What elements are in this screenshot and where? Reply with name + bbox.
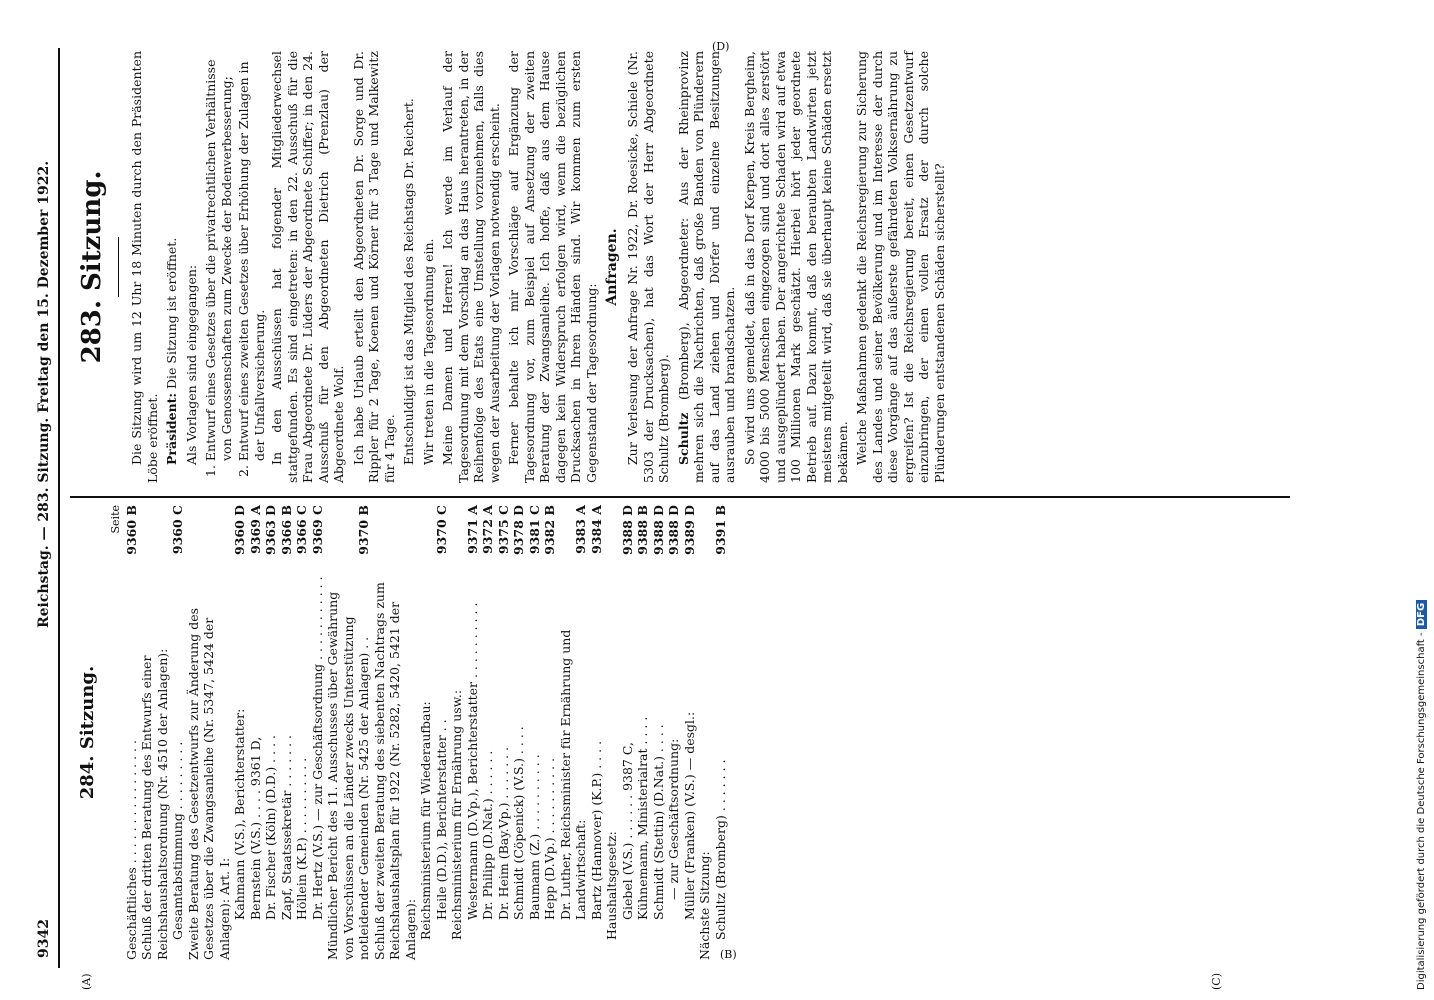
toc-entry-page: 9388 B xyxy=(635,505,650,555)
so-paragraph: So wird uns gemeldet, daß in das Dorf Kerpen, Kreis Bergheim, 4000 bis 5000 Menschen eingezogen sind und dort alles zerstört und ausgeplündert haben. Der angerichtete Schaden wird auf etwa 100 Millionen Mark geschätzt. Hierbei hört jeder geordnete Betrieb auf. Dazu kommt, daß den beraubten Landwirten jetzt meistens mitgeteilt wird, daß sie überhaupt keine Schäden ersetzt bekämen. xyxy=(741,51,850,483)
toc-entry-page: 9360 D xyxy=(232,505,247,555)
session-heading: 283. Sitzung. xyxy=(77,170,107,364)
toc-entry xyxy=(697,505,713,960)
toc-entry-page: 9370 B xyxy=(356,505,371,555)
ferner-paragraph: Ferner behalte ich mir Vorschläge auf Ergänzung der Tagesordnung vor, zum Beispiel auf Ansetzung der zweiten Beratung der Zwangsanleihe. Ich hoffe, daß aus dem Hause dagegen kein Widerspruch erfolgen wird, wenn die bezüglichen Drucksachen in Ihren Händen sind. Wir kommen zum ersten Gegenstand der Tagesordnung: xyxy=(506,51,599,483)
verlesung-paragraph: Zur Verlesung der Anfrage Nr. 1922, Dr. Roesicke, Schiele (Nr. 5303 der Drucksachen), hat das Wort der Herr Abgeordnete Schultz (Bromberg). xyxy=(625,51,671,483)
toc-entry-page: 9382 B xyxy=(542,505,557,555)
vorlage-item: 2. Entwurf eines zweiten Gesetzes über Erhöhung der Zulagen in der Unfallversicherung. xyxy=(236,61,267,477)
toc-entry xyxy=(124,505,140,960)
toc-entry-text: Baumann (Z.) . . . . . . . . . . xyxy=(526,754,542,920)
margin-mark-a: (A) xyxy=(80,973,93,990)
toc-entry-text: Hepp (D.Vp.) . . . . . . . . . . xyxy=(542,757,557,920)
toc-entry-page: 9370 C xyxy=(433,505,449,555)
page-number: 9342 xyxy=(36,919,52,958)
toc-entry xyxy=(651,505,667,960)
toc-entry-text: Dr. Hertz (V.S.) — zur Geschäftsordnung . . . . . . . . . . . xyxy=(309,576,325,920)
toc-entry xyxy=(666,505,682,960)
toc-entry-text: Heile (D.D.), Berichterstatter . . xyxy=(433,719,449,920)
toc-entry xyxy=(325,505,372,960)
toc-entry xyxy=(589,505,605,960)
toc-entry-text: — zur Geschäftsordnung: xyxy=(666,738,681,900)
dfg-footer xyxy=(1416,10,1427,990)
toc-entry-page: 9372 A xyxy=(480,505,495,554)
toc-entry xyxy=(558,505,589,960)
urlaub-paragraph: Ich habe Urlaub erteilt den Abgeordneten Dr. Sorge und Dr. Rippler für 2 Tage, Koenen und Körner für 3 Tage und Malkewitz für 4 Tage. xyxy=(350,51,397,483)
toc-entry-page: 9384 A xyxy=(588,505,604,554)
toc-entry-page: 9381 C xyxy=(526,505,542,555)
toc-entry xyxy=(480,505,496,960)
anfragen-heading: Anfragen. xyxy=(604,228,620,306)
toc-entry-page: 9375 C xyxy=(495,505,511,555)
toc-entry xyxy=(511,505,527,960)
toc-entry-text: Reichsministerium für Ernährung usw.: xyxy=(449,689,464,940)
toc-entry-page: 9388 D xyxy=(650,505,666,555)
toc-entry-text: Höllein (K.P.) . . . . . . . . . . xyxy=(294,757,309,920)
schultz-label: Schultz xyxy=(675,412,691,465)
toc-entry-page: 9388 D xyxy=(619,505,635,555)
toc-entry xyxy=(170,505,186,960)
welche-paragraph: Welche Maßnahmen gedenkt die Reichsregierung zur Sicherung des Landes und seiner Bevölkerung und im Interesse der durch diese Vorgänge auf das äußerste gefährdeten Volksernährung zu ergreifen? Ist die Reichsregierung bereit, einen Gesetzentwurf einzubringen, der einen vollen Ersatz der durch solche Plünderungen entstandenen Schäden sicherstellt? xyxy=(854,51,947,483)
toc-entry-text: Bartz (Hannover) (K.P.) . . . . xyxy=(588,740,604,920)
toc-entry-text: Geschäftliches . . . . . . . . . . . . . . . . xyxy=(123,740,139,960)
toc-entry-page: 9371 A xyxy=(464,505,480,554)
dfg-badge: DFG xyxy=(1416,600,1427,629)
toc-heading: 284. Sitzung. xyxy=(77,665,98,800)
toc-entry xyxy=(465,505,481,960)
toc-entry-page: 9388 D xyxy=(666,505,681,555)
toc-entry-page: 9369 C xyxy=(309,505,325,555)
running-header xyxy=(30,48,56,968)
toc-entry-page: 9360 B xyxy=(123,505,139,555)
toc-entry-text: Schluß der dritten Beratung des Entwurfs einer Reichshaushaltsordnung (Nr. 4510 der Anlagen): xyxy=(139,648,170,960)
header-rule xyxy=(58,48,60,968)
toc-entry-text: Zweite Beratung des Gesetzentwurfs zur Änderung des Gesetzes über die Zwangsanleihe (Nr. 5347, 5424 der Anlagen): Art. I: xyxy=(185,607,232,960)
toc-entry-page: 9391 B xyxy=(712,505,728,555)
toc-entry-page: 9383 A xyxy=(573,505,588,554)
tagesordnung-paragraph: Wir treten in die Tagesordnung ein. xyxy=(420,238,436,465)
toc-entry-page: 9360 C xyxy=(170,505,185,555)
toc-entry xyxy=(542,505,558,960)
toc-entry-page: 9378 D xyxy=(511,505,526,555)
toc-entry-page: 9366 C xyxy=(294,505,309,555)
herren-paragraph: Meine Damen und Herren! Ich werde im Verlauf der Tagesordnung mit dem Vorschlag an das Haus herantreten, in der Reihenfolge des Etats eine Umstellung vorzunehmen, falls dies wegen der Ausarbeitung der Vorlagen notwendig erscheint. xyxy=(440,51,502,483)
toc-entry xyxy=(635,505,651,960)
toc-entry-text: Mündlicher Bericht des 11. Ausschusses über Gewährung von Vorschüssen an die Länder zwecks Unterstützung notleidender Gemeinden (Nr. 5425 der Anlagen) . . xyxy=(325,591,371,960)
praesident-text: Die Sitzung ist eröffnet. xyxy=(164,237,179,389)
toc-entry-text: Zapf, Staatssekretär . . . . . . . xyxy=(278,734,294,920)
toc-entry-text: Haushaltsgesetz: xyxy=(604,831,619,940)
toc-entry-page: 9366 B xyxy=(278,505,294,555)
ausschuss-paragraph: In den Ausschüssen hat folgender Mitgliederwechsel stattgefunden. Es sind eingetreten: in den 22. Ausschuß für die Frau Abgeordnete Dr. Lüders der Abgeordnete Schiffer; in den 24. Ausschuß für den Abgeordneten Dietrich (Prenzlau) der Abgeordnete Wolf. xyxy=(269,51,346,483)
toc-entry xyxy=(372,505,419,960)
toc-entry xyxy=(682,505,698,960)
toc-column xyxy=(70,505,728,960)
toc-entry-text: Kühnemann, Ministerialrat . . . . xyxy=(635,716,650,920)
toc-entry-text: Schultz (Bromberg) . . . . . . . xyxy=(712,759,728,940)
toc-entry-text: Schluß der zweiten Beratung des siebenten Nachtrags zum Reichshaushaltsplan für 1922 (Nr. 5282, 5420, 5421 der Anlagen): xyxy=(371,582,418,960)
toc-entry-text: Bernstein (V.S.) . . . . 9361 D, xyxy=(247,736,263,920)
toc-entry xyxy=(294,505,310,960)
opening-paragraph: Die Sitzung wird um 12 Uhr 18 Minuten durch den Präsidenten Löbe eröffnet. xyxy=(129,51,160,483)
toc-entry-text: Westermann (D.Vp.), Berichterstatter . . . . . . . . . . xyxy=(464,602,480,920)
entschuldigt-paragraph: Entschuldigt ist das Mitglied des Reichstags Dr. Reichert. xyxy=(401,98,416,465)
toc-entry-text: Dr. Heim (Bay.Vp.) . . . . . . . xyxy=(495,746,511,920)
margin-mark-b: (B) xyxy=(720,948,737,961)
toc-entry xyxy=(139,505,170,960)
toc-entry xyxy=(713,505,729,960)
praesident-label: Präsident: xyxy=(164,392,179,465)
toc-entry xyxy=(620,505,636,960)
toc-entry xyxy=(263,505,279,960)
toc-entry xyxy=(496,505,512,960)
schultz-text: (Bromberg), Abgeordneter: Aus der Rheinprovinz mehren sich die Nachrichten, daß große Banden von Plünderern auf das Land ziehen und Dörfer und einzelne Besitzungen ausrauben und brandschatzen. xyxy=(675,51,737,483)
toc-entry xyxy=(604,505,620,960)
toc-entry xyxy=(186,505,233,960)
toc-entry-text: Müller (Franken) (V.S.) — desgl.: xyxy=(681,711,697,920)
toc-entry xyxy=(279,505,295,960)
toc-entry-text: Gesamtabstimmung . . . . . . . . . xyxy=(170,741,185,940)
toc-entry-text: Schmidt (Stettin) (D.Nat.) . . . . xyxy=(650,724,666,920)
seite-label: Seite xyxy=(109,505,122,534)
session-column xyxy=(70,51,951,483)
toc-entry-text: Dr. Fischer (Köln) (D.D.) . . . . xyxy=(263,735,278,920)
toc-entry-page: 9389 D xyxy=(681,505,697,555)
toc-entry xyxy=(232,505,248,960)
margin-mark-d: (D) xyxy=(712,40,730,53)
toc-entry xyxy=(527,505,543,960)
toc-entry xyxy=(449,505,465,960)
toc-entry-text: Schmidt (Cöpenick) (V.S.) . . . . xyxy=(511,726,526,920)
column-rule xyxy=(70,497,1290,499)
toc-entry xyxy=(310,505,326,960)
toc-entry-page: 9363 D xyxy=(263,505,278,555)
toc-list xyxy=(124,505,729,960)
heading-rule xyxy=(118,237,119,297)
toc-entry xyxy=(248,505,264,960)
toc-entry xyxy=(418,505,434,960)
toc-entry-text: Dr. Philipp (D.Nat.) . . . . . . xyxy=(480,750,495,920)
running-title: Reichstag. — 283. Sitzung. Freitag den 15. Dezember 1922. xyxy=(36,160,52,628)
toc-entry-page: 9369 A xyxy=(247,505,263,554)
vorlage-item: 1. Entwurf eines Gesetzes über die privatrechtlichen Verhältnisse von Genossenschaften zum Zwecke der Bodenverbesserung; xyxy=(203,59,234,477)
schultz-paragraph xyxy=(676,51,738,483)
toc-entry-text: Reichsministerium für Wiederaufbau: xyxy=(418,701,433,940)
toc-entry-text: Giebel (V.S.) . . . . . . 9387 C, xyxy=(619,742,635,920)
toc-entry xyxy=(434,505,450,960)
toc-entry-text: Dr. Luther, Reichsminister für Ernährung und Landwirtschaft: xyxy=(557,629,588,920)
toc-entry-text: Nächste Sitzung: xyxy=(697,851,712,960)
margin-mark-c: (C) xyxy=(1210,973,1223,990)
toc-entry-text: Kahmann (V.S.), Berichterstatter: xyxy=(232,708,247,920)
praesident-paragraph xyxy=(164,51,180,483)
rotated-page-content xyxy=(30,48,1330,990)
vorlagen-intro: Als Vorlagen sind eingegangen: xyxy=(183,264,199,465)
footer-text: Digitalisierung gefördert durch die Deutsche Forschungsgemeinschaft - xyxy=(1416,632,1427,990)
